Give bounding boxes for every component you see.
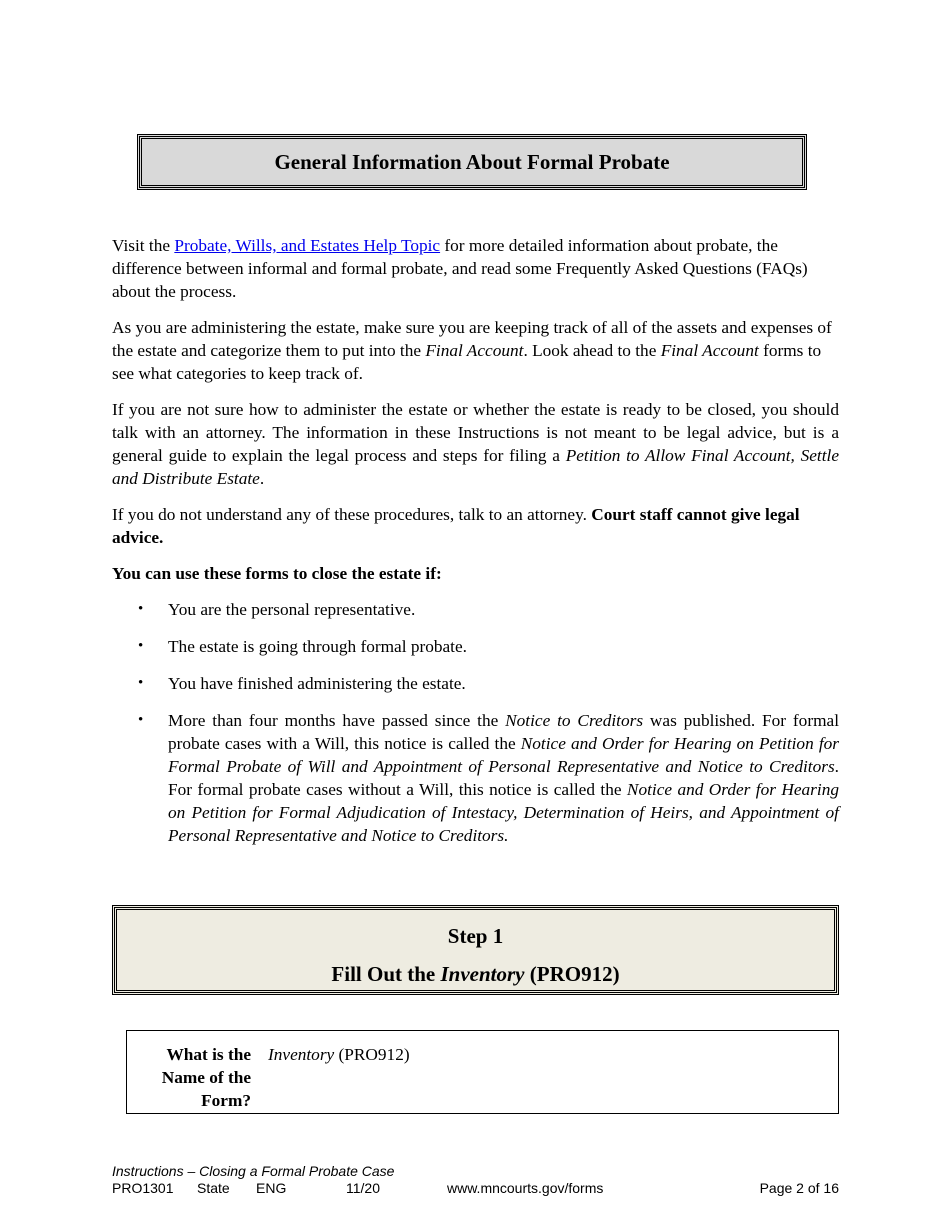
footer-page-number: Page 2 of 16 [759,1180,839,1196]
step-title-c: (PRO912) [524,962,620,986]
b4-notice-intestacy-italic: Notice and Order for Hearing on Petition for Formal Adjudication of Intestacy, Determination of Heirs, and Appointment of Personal Representative and Notice to Creditors. [168,780,839,845]
b4-text-a: More than four months have passed since the [168,711,506,730]
list-item [112,672,839,695]
p4-court-staff-bold: Court staff cannot give legal advice. [112,505,800,547]
paragraph-tracking [112,316,839,385]
paragraph-court-staff [112,503,839,549]
footer-doc-title: Instructions – Closing a Formal Probate Case [112,1163,395,1179]
b4-notice-creditors-italic: Notice to Creditors [505,711,644,730]
b4-text-c: was published. For formal probate cases with a Will, this notice is called the [168,711,839,753]
p4-text-a: If you do not understand any of these procedures, talk to an attorney. [112,505,592,524]
b4-notice-will-italic: Notice and Order for Hearing on Petition for Formal Probate of Will and Appointment of Personal Representative and Notice to Creditors [168,734,839,776]
list-item [112,709,839,847]
conditions-list [112,598,839,861]
step-1-box [112,905,839,995]
step-title [115,962,836,987]
form-label-line-1: What is the [166,1045,251,1064]
footer-form-code: PRO1301 [112,1180,174,1196]
section-title-box [137,134,807,190]
bullet-icon: • [138,638,144,654]
p2-final-account-italic-2: Final Account [660,341,759,360]
form-name-label [145,1043,251,1112]
form-name-table [126,1030,839,1114]
list-item [112,635,839,658]
footer-jurisdiction: State [197,1180,230,1196]
p2-text-a: As you are administering the estate, make sure you are keeping track of all of the assets and expenses of the estate and categorize them to put into the [112,318,832,360]
b4-text-e: . For formal probate cases without a Will, this notice is called the [168,757,839,799]
p3-petition-italic: Petition to Allow Final Account, Settle and Distribute Estate [112,446,839,488]
form-label-line-3: Form? [201,1091,251,1110]
form-value-italic: Inventory [268,1045,335,1064]
bullet-icon: • [138,712,144,728]
p2-text-e: forms to see what categories to keep track of. [112,341,822,383]
p1-text-post: for more detailed information about probate, the difference between informal and formal probate, and read some Frequently Asked Questions (FAQs) about the process. [112,236,808,301]
footer-meta-row [112,1180,839,1197]
step-number: Step 1 [447,924,504,948]
p1-text-pre: Visit the [112,236,175,255]
list-item-text: You are the personal representative. [168,600,416,619]
list-item-text: You have finished administering the estate. [168,674,466,693]
help-topic-link[interactable]: Probate, Wills, and Estates Help Topic [174,236,441,255]
p2-text-c: . Look ahead to the [523,341,661,360]
form-name-value [268,1043,410,1066]
step-title-a: Fill Out the [331,962,441,986]
paragraph-help-topic [112,234,839,303]
list-item [112,598,839,621]
page-footer [112,1163,839,1197]
bullet-icon: • [138,675,144,691]
footer-date: 11/20 [346,1180,380,1196]
section-title: General Information About Formal Probate [274,149,670,174]
paragraph-use-forms-heading: You can use these forms to close the estate if: [112,564,442,583]
form-value-code: (PRO912) [334,1045,410,1064]
paragraph-attorney [112,398,839,490]
p2-final-account-italic: Final Account [425,341,524,360]
list-item-text: The estate is going through formal probate. [168,637,467,656]
footer-language: ENG [256,1180,287,1196]
form-label-line-2: Name of the [161,1068,251,1087]
step-title-inventory-italic: Inventory [440,962,525,986]
footer-url: www.mncourts.gov/forms [447,1180,604,1196]
p3-text-a: If you are not sure how to administer the estate or whether the estate is ready to be closed, you should talk with an attorney. The information in these Instructions is not meant to be legal advice, but is a general guide to explain the legal process and steps for filing a [112,400,839,465]
bullet-icon: • [138,601,144,617]
p3-text-c: . [259,469,265,488]
